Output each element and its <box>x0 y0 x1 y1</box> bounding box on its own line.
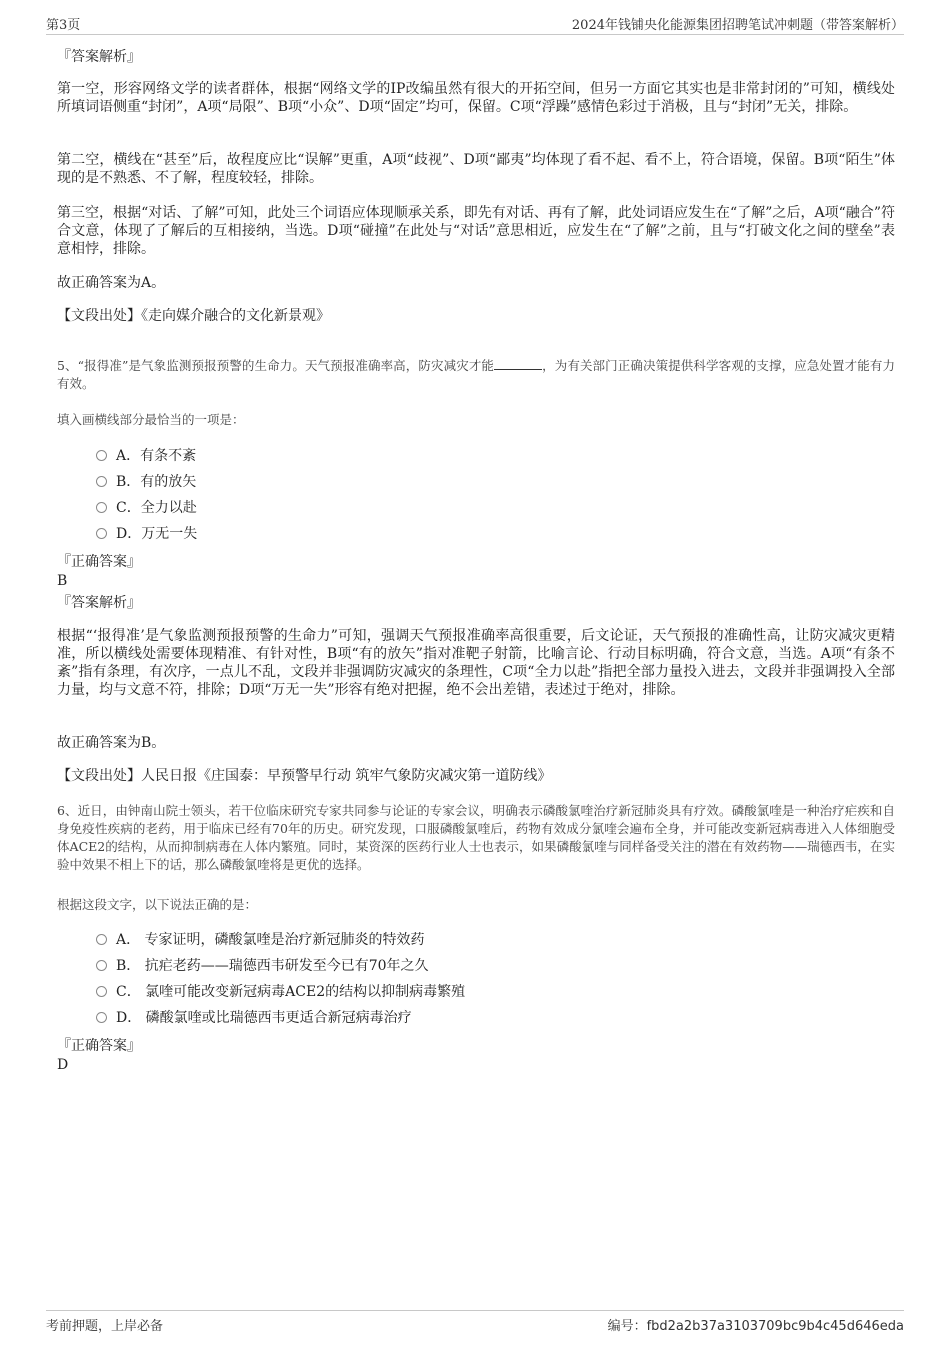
code-value: fbd2a2b37a3103709bc9b4c45d646eda <box>646 1319 904 1334</box>
page-header <box>46 14 904 35</box>
q6-option-a[interactable]: A． 专家证明，磷酸氯喹是治疗新冠肺炎的特效药 <box>96 930 425 950</box>
page-number: 第3页 <box>46 18 81 33</box>
footer-slogan: 考前押题，上岸必备 <box>46 1319 164 1334</box>
q5-stem <box>57 357 895 393</box>
q4-conclusion: 故正确答案为A。 <box>57 275 166 291</box>
q4-analysis-label: 『答案解析』 <box>57 49 141 65</box>
q5-conclusion: 故正确答案为B。 <box>57 735 166 751</box>
q5-prompt: 填入画横线部分最恰当的一项是： <box>57 412 245 427</box>
q4-source: 【文段出处】《走向媒介融合的文化新景观》 <box>57 308 330 324</box>
q5-analysis: 根据“‘报得准’是气象监测预报预警的生命力”可知，强调天气预报准确率高很重要，后文论证，天气预报的准确性高，让防灾减灾更精准，所以横线处需要体现精准、有针对性，B项“有的放矢”指对准靶子射箭，比喻言论、行动目标明确，符合文意，当选。A项“有条不紊”指有条理，有次序，一点儿不乱，文段并非强调防灾减灾的条理性，C项“全力以赴”指把全部力量投入进去，文段并非强调投入全部力量，均与文意不符，排除；D项“万无一失”形容有绝对把握，绝不会出差错，表述过于绝对，排除。 <box>57 628 895 698</box>
q6-stem: 6、近日，由钟南山院士领头，若干位临床研究专家共同参与论证的专家会议，明确表示磷酸氯喹治疗新冠肺炎具有疗效。磷酸氯喹是一种治疗疟疾和自身免疫性疾病的老药，用于临床已经有70年的历史。研究发现，口服磷酸氯喹后，药物有效成分氯喹会遍布全身，并可能改变新冠病毒进入人体细胞受体ACE2的结构，从而抑制病毒在人体内繁殖。同时，某资深的医药行业人士也表示，如果磷酸氯喹与同样备受关注的潜在有效药物——瑞德西韦，在实验中效果不相上下的话，那么磷酸氯喹将是更优的选择。 <box>57 803 895 872</box>
radio-icon[interactable] <box>96 986 107 997</box>
q5-source: 【文段出处】人民日报《庄国泰：早预警早行动 筑牢气象防灾减灾第一道防线》 <box>57 768 552 784</box>
radio-icon[interactable] <box>96 528 107 539</box>
q6-prompt: 根据这段文字，以下说法正确的是： <box>57 897 258 912</box>
q5-option-a[interactable]: A．有条不紊 <box>96 446 196 466</box>
radio-icon[interactable] <box>96 934 107 945</box>
q4-analysis-para3: 第三空，根据“对话、了解”可知，此处三个词语应体现顺承关系，即先有对话、再有了解，此处词语应发生在“了解”之后，A项“融合”符合文意，体现了了解后的互相接纳，当选。D项“碰撞”在此处与“对话”意思相近，应发生在“了解”之前，且与“打破文化之间的壁垒”表意相悖，排除。 <box>57 205 895 257</box>
page-footer <box>46 1310 904 1335</box>
q6-option-b[interactable]: B． 抗疟老药——瑞德西韦研发至今已有70年之久 <box>96 956 429 976</box>
q4-analysis-para1: 第一空，形容网络文学的读者群体，根据“网络文学的IP改编虽然有很大的开拓空间，但另一方面它其实也是非常封闭的”可知，横线处所填词语侧重“封闭”，A项“局限”、B项“小众”、D项“固定”均可，保留。C项“浮躁”感情色彩过于消极，且与“封闭”无关，排除。 <box>57 81 895 115</box>
q6-answer: D <box>57 1057 69 1073</box>
q5-answer-label: 『正确答案』 <box>57 554 141 570</box>
q5-analysis-label: 『答案解析』 <box>57 595 141 611</box>
q5-option-b[interactable]: B．有的放矢 <box>96 472 196 492</box>
radio-icon[interactable] <box>96 502 107 513</box>
radio-icon[interactable] <box>96 476 107 487</box>
document-code <box>608 1315 904 1334</box>
code-label: 编号： <box>607 1319 647 1334</box>
document-title: 2024年钱铺央化能源集团招聘笔试冲刺题（带答案解析） <box>571 18 904 33</box>
q4-analysis-para2: 第二空，横线在“甚至”后，故程度应比“误解”更重，A项“歧视”、D项“鄙夷”均体现了看不起、看不上，符合语境，保留。B项“陌生”体现的是不熟悉、不了解，程度较轻，排除。 <box>57 152 895 186</box>
q5-blank <box>494 358 542 370</box>
q5-answer: B <box>57 573 68 589</box>
q6-option-d[interactable]: D． 磷酸氯喹或比瑞德西韦更适合新冠病毒治疗 <box>96 1008 412 1028</box>
q6-option-c[interactable]: C． 氯喹可能改变新冠病毒ACE2的结构以抑制病毒繁殖 <box>96 982 465 1002</box>
q5-option-c[interactable]: C．全力以赴 <box>96 498 197 518</box>
q5-option-d[interactable]: D．万无一失 <box>96 524 197 544</box>
q5-stem-after: ，为有关部门正确决策提供科学客观的支撑，应急处置才能有力有效。 <box>57 358 895 391</box>
radio-icon[interactable] <box>96 960 107 971</box>
radio-icon[interactable] <box>96 450 107 461</box>
radio-icon[interactable] <box>96 1012 107 1023</box>
q6-answer-label: 『正确答案』 <box>57 1038 141 1054</box>
q5-stem-before: 5、“报得准”是气象监测预报预警的生命力。天气预报准确率高，防灾减灾才能 <box>57 358 495 373</box>
